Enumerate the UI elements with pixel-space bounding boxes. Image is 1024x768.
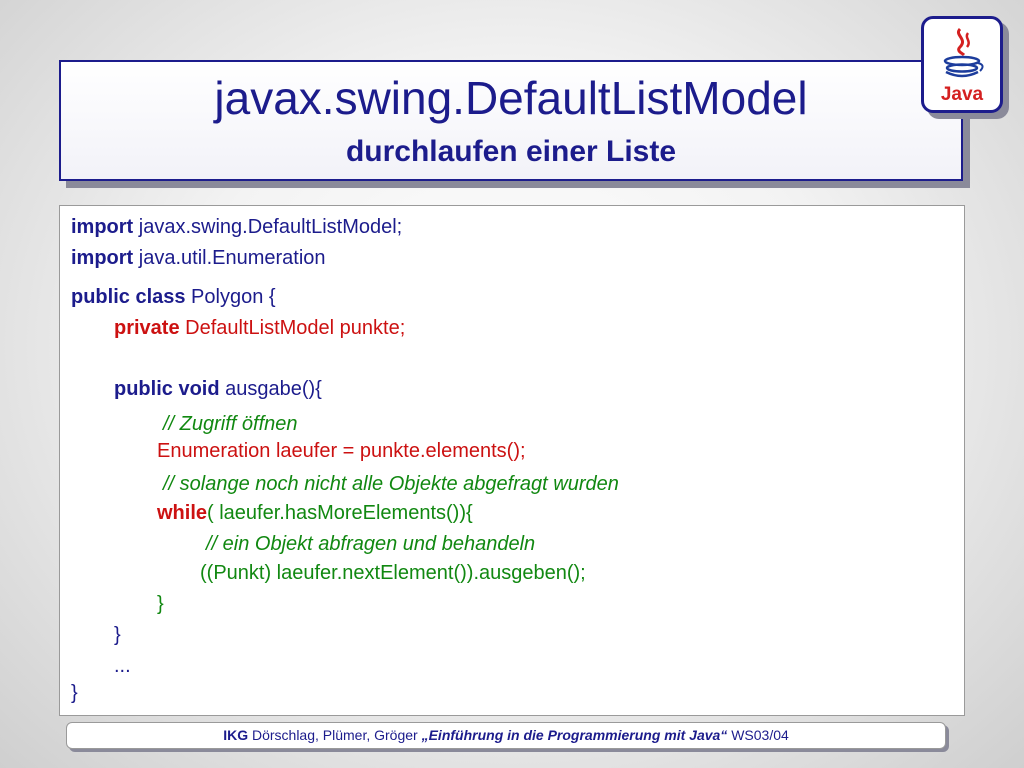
code-text: java.util.Enumeration [133, 247, 326, 269]
java-logo [921, 16, 1003, 113]
keyword: private [114, 317, 180, 339]
logo-text: Java [940, 84, 984, 105]
keyword: public class [71, 286, 186, 308]
code-line-close-method: } [114, 624, 121, 646]
code-comment-3: // ein Objekt abfragen und behandeln [206, 533, 536, 555]
code-text: Polygon { [185, 286, 276, 308]
code-text: javax.swing.DefaultListModel; [133, 216, 403, 238]
keyword: public void [114, 378, 220, 400]
code-line-import-1 [71, 215, 402, 239]
code-line-field [114, 316, 405, 340]
code-text: DefaultListModel punkte; [179, 317, 406, 339]
title-box [59, 60, 963, 181]
keyword: import [71, 216, 134, 238]
code-line-close-class: } [71, 682, 78, 704]
keyword: while [157, 502, 208, 524]
footer-course: „Einführung in die Programmierung mit Java“ [421, 727, 728, 743]
code-comment-2: // solange noch nicht alle Objekte abgefragt wurden [163, 473, 619, 495]
code-line-enumeration: Enumeration laeufer = punkte.elements(); [157, 440, 526, 462]
slide-subtitle: durchlaufen einer Liste [345, 135, 677, 168]
code-comment-1: // Zugriff öffnen [163, 413, 298, 435]
code-line-method [114, 377, 322, 401]
code-text: ausgabe(){ [219, 378, 322, 400]
code-text: ( laeufer.hasMoreElements()){ [207, 502, 473, 524]
code-line-import-2 [71, 246, 326, 270]
code-listing [59, 205, 965, 716]
keyword: import [71, 247, 134, 269]
footer-authors: Dörschlag, Plümer, Gröger [248, 727, 422, 743]
slide-title: javax.swing.DefaultListModel [214, 72, 808, 124]
code-line-ellipsis: ... [114, 655, 131, 677]
code-line-while [157, 501, 473, 525]
code-line-class [71, 285, 276, 309]
footer-institute: IKG [223, 727, 249, 743]
footer [66, 722, 946, 749]
footer-term: WS03/04 [727, 727, 789, 743]
java-coffee-cup-icon [924, 19, 1000, 110]
code-line-next-element: ((Punkt) laeufer.nextElement()).ausgeben(); [200, 562, 586, 584]
code-line-close-while: } [157, 593, 164, 615]
